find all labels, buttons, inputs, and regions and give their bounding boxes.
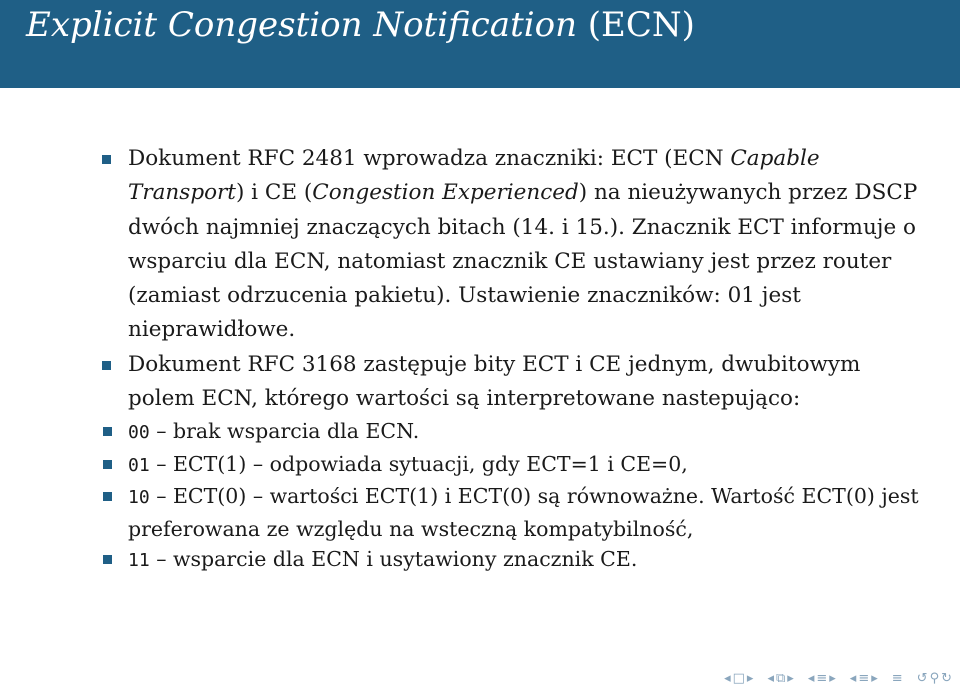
sub-list-item (128, 449, 928, 482)
section-icon[interactable]: ≡ (816, 670, 828, 686)
frame-nav (724, 671, 753, 686)
bullet-square-icon (103, 460, 112, 469)
sub-list-item (128, 544, 928, 577)
item-text-part: ) i CE ( (235, 180, 313, 206)
next-slide-icon[interactable]: ▸ (787, 670, 794, 686)
prev-frame-icon[interactable]: ◂ (724, 670, 731, 686)
prev-section-icon[interactable]: ◂ (807, 670, 815, 686)
align-nav (892, 671, 903, 686)
sub-item-text: – ECT(0) – wartości ECT(1) i ECT(0) są równoważne. Wartość ECT(0) jest preferowana ze względu na wsteczną kompatybilność, (128, 484, 919, 541)
bullet-square-icon (103, 427, 112, 436)
slide-content (128, 142, 928, 577)
subsection-nav (850, 671, 878, 686)
item-text-italic: Capable Transport (128, 146, 820, 206)
list-item (128, 348, 928, 577)
ecn-code: 01 (128, 454, 150, 476)
prev-slide-icon[interactable]: ◂ (767, 670, 774, 686)
bullet-square-icon (102, 155, 111, 164)
item-text-part: ) na nieużywanych przez DSCP dwóch najmniej znaczących bitach (14. i 15.). Znacznik ECT informuje o wsparciu dla ECN, natomiast znacznik CE ustawiany jest przez router (zamiast odrzucenia pakietu). Ustawienie znaczników: 01 jest nieprawidłowe. (128, 180, 918, 343)
beamer-navigation (716, 669, 952, 687)
bullet-list (128, 142, 928, 577)
frame-icon[interactable]: □ (732, 670, 745, 686)
sub-list-item (128, 481, 928, 544)
sub-item-text: – ECT(1) – odpowiada sytuacji, gdy ECT=1 i CE=0, (149, 451, 688, 476)
slides-icon[interactable]: ⧉ (775, 670, 786, 686)
search-nav (917, 671, 952, 686)
align-icon[interactable]: ≡ (891, 670, 903, 686)
next-section-icon[interactable]: ▸ (829, 670, 836, 686)
ecn-code: 10 (128, 487, 150, 509)
bullet-square-icon (103, 492, 112, 501)
next-subsection-icon[interactable]: ▸ (871, 670, 878, 686)
ecn-code: 11 (128, 550, 150, 572)
title-bar (0, 0, 960, 88)
next-frame-icon[interactable]: ▸ (746, 670, 754, 686)
bullet-square-icon (102, 361, 111, 370)
search-back-icon[interactable]: ↺ (916, 670, 928, 686)
sub-item-text: – wsparcie dla ECN i usytawiony znacznik CE. (149, 547, 638, 572)
slide-title-plain: (ECN) (587, 5, 695, 45)
bullet-square-icon (103, 555, 112, 564)
item-text: Dokument RFC 3168 zastępuje bity ECT i CE jednym, dwubitowym polem ECN, którego wartości są interpretowane nastepująco: (128, 351, 861, 412)
item-text-italic: Congestion Experienced (312, 180, 579, 206)
sub-bullet-list (128, 416, 928, 577)
ecn-code: 00 (128, 422, 150, 444)
sub-item-text: – brak wsparcia dla ECN. (149, 419, 420, 444)
prev-subsection-icon[interactable]: ◂ (849, 670, 857, 686)
sub-list-item (128, 416, 928, 449)
slide-title (26, 2, 695, 48)
section-nav (808, 671, 836, 686)
search-forward-icon[interactable]: ↻ (941, 670, 952, 686)
list-item (128, 142, 928, 348)
search-icon[interactable]: ⚲ (929, 670, 940, 686)
slide-nav (767, 671, 793, 686)
slide-title-italic: Explicit Congestion Notification (26, 5, 577, 45)
subsection-icon[interactable]: ≡ (858, 670, 870, 686)
item-text-part: Dokument RFC 2481 wprowadza znaczniki: ECT (ECN (128, 146, 731, 171)
